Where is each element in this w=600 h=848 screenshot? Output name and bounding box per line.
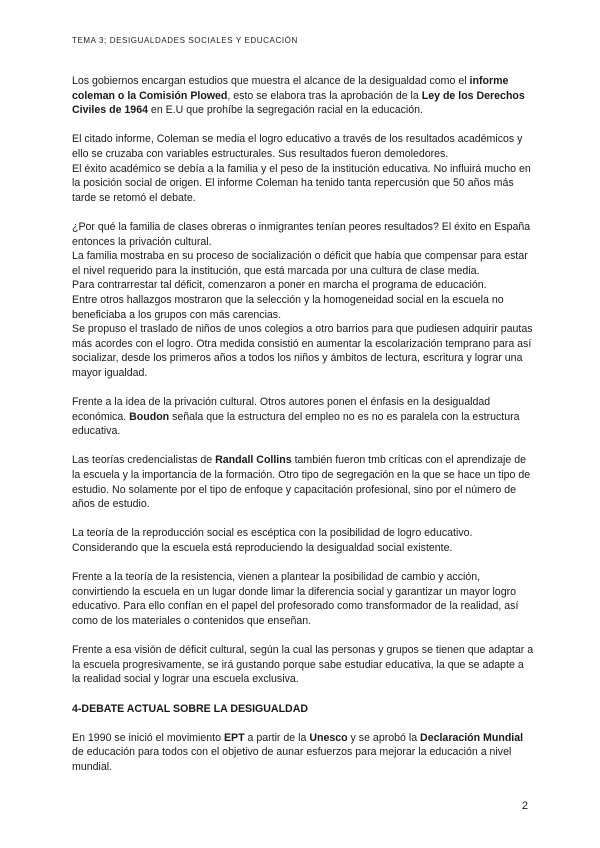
paragraph-collins: Las teorías credencialistas de Randall Collins también fueron tmb críticas con el aprendizaje de la escuela y la importancia de la formación. Otro tipo de segregación en la que se hace un tipo de estudio. No solamente por el tipo de enfoque y capacitación profesional, sino por el número de años de estudio. <box>72 454 531 511</box>
bold-unesco: Unesco <box>309 731 348 744</box>
paragraph-pregunta-familia: ¿Por qué la familia de clases obreras o inmigrantes tenían peores resultados? El éxito en España entonces la privación cultural. <box>72 220 531 248</box>
bold-informe-coleman: informe coleman o la Comisión Plowed <box>72 75 509 102</box>
document-body <box>72 74 534 775</box>
bold-randall-collins: Randall Collins <box>215 454 292 467</box>
bold-boudon: Boudon <box>129 410 170 423</box>
paragraph-reproduccion: La teoría de la reproducción social es escéptica con la posibilidad de logro educativo. Considerando que la escuela está reproduciendo la desigualdad social existente. <box>72 527 473 554</box>
paragraph-resistencia: Frente a la teoría de la resistencia, vienen a plantear la posibilidad de cambio y acción, convirtiendo la escuela en un lugar donde limar la diferencia social y garantizar un mayor logro educativo. Para ello confían en el papel del profesorado como transformador de la realidad, así como de los materiales o contenidos que enseñan. <box>72 571 519 627</box>
page-number: 2 <box>521 800 528 812</box>
paragraph-hallazgos: Entre otros hallazgos mostraron que la selección y la homogeneidad social en la escuela no beneficiaba a los grupos con más carencias. <box>72 293 504 321</box>
section-heading: 4-DEBATE ACTUAL SOBRE LA DESIGUALDAD <box>72 702 309 715</box>
paragraph-citado-informe: El citado informe, Coleman se media el logro educativo a través de los resultados académicos y ello se cruzaba con variables estructurales. Sus resultados fueron demoledores. <box>72 133 523 160</box>
paragraph-boudon: Frente a la idea de la privación cultural. Otros autores ponen el énfasis en la desigualdad económica. Boudon señala que la estructura del empleo no es no es paralela con la estructura educativa. <box>72 396 520 438</box>
paragraph-coleman-intro: Los gobiernos encargan estudios que muestra el alcance de la desigualdad como el informe coleman o la Comisión Plowed, esto se elabora tras la aprobación de la Ley de los Derechos Civiles de 1964 en E.U que prohíbe la segregación racial en la educación. <box>72 75 525 117</box>
bold-ley-derechos-civiles: Ley de los Derechos Civiles de 1964 <box>72 89 525 117</box>
paragraph-exito-academico: El éxito académico se debía a la familia y el peso de la institución educativa. No influirá mucho en la posición social de origen. El informe Coleman ha tenido tanta repercusión que 50 años más tarde se retomó el debate. <box>72 162 531 204</box>
paragraph-socializacion: La familia mostraba en su proceso de socialización o déficit que había que compensar para estar el nivel requerido para la institución, que está marcada por una cultura de clase media. <box>72 250 528 277</box>
paragraph-traslado: Se propuso el traslado de niños de unos colegios a otro barrios para que pudiesen adquirir pautas más acordes con el logro. Otra medida consistió en aumentar la escolarización temprano para así socializar, desde los primeros años a todos los niños y ámbitos de lectura, escritura y lograr una mayor igualdad. <box>72 323 533 379</box>
paragraph-ept: En 1990 se inició el movimiento EPT a partir de la Unesco y se aprobó la Declaración Mundial de educación para todos con el objetivo de aunar esfuerzos para mejorar la educación a nivel mundial. <box>72 731 524 773</box>
bold-ept: EPT <box>223 731 245 744</box>
bold-declaracion-mundial: Declaración Mundial <box>420 731 524 744</box>
paragraph-contrarrestar: Para contrarrestar tal déficit, comenzaron a poner en marcha el programa de educación. <box>72 279 487 292</box>
paragraph-deficit-cultural: Frente a esa visión de déficit cultural, según la cual las personas y grupos se tienen que adaptar a la escuela progresivamente, se irá gustando porque sabe estudiar educativa, la que se adapte a la realidad social y lograr una escuela exclusiva. <box>72 644 534 686</box>
running-header: TEMA 3; DESIGUALDADES SOCIALES Y EDUCACIÓN <box>72 36 298 45</box>
